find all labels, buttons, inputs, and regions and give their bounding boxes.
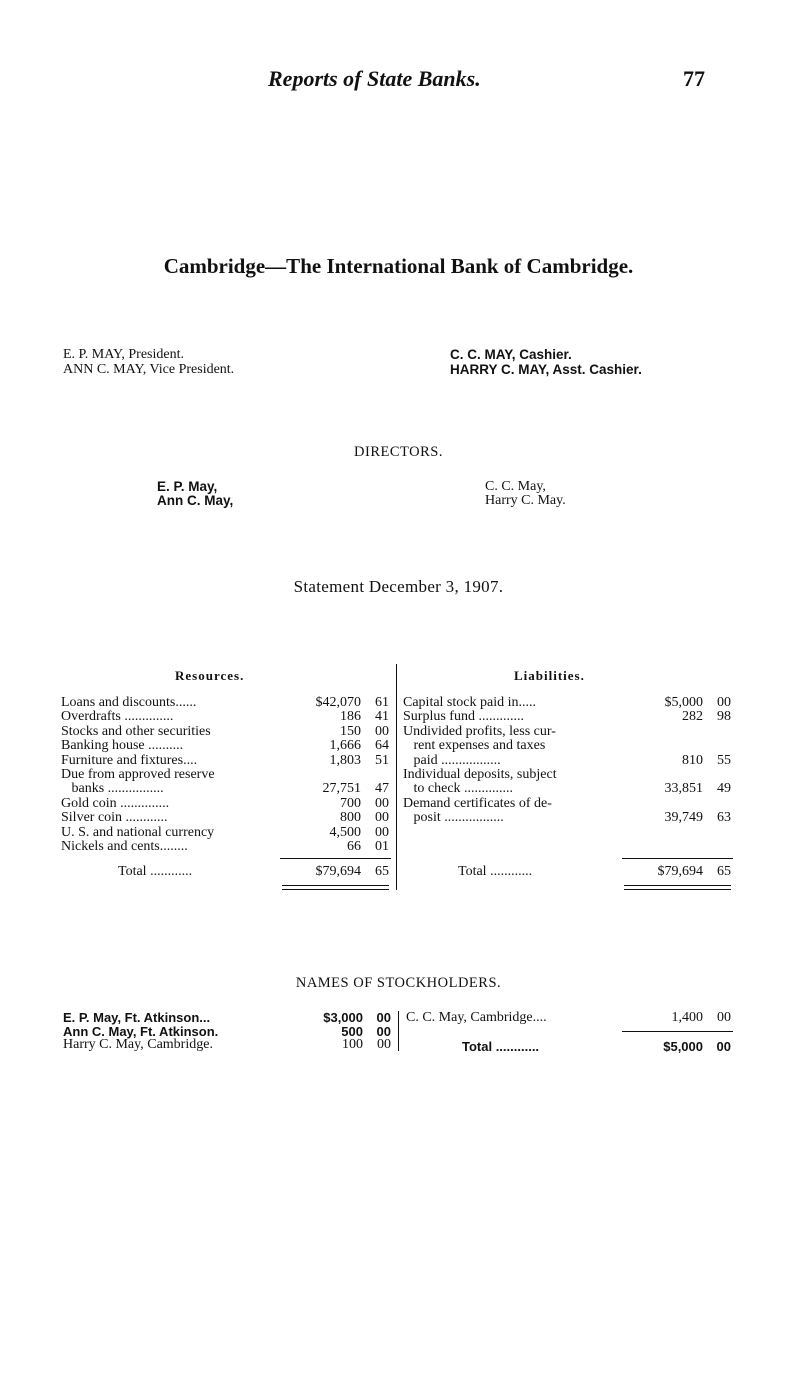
table-row xyxy=(403,811,733,825)
officer-vice-president: ANN C. MAY, Vice President. xyxy=(63,362,235,377)
subtotal-rule xyxy=(622,858,733,859)
total-cents: 65 xyxy=(717,864,731,879)
running-header-title: Reports of State Banks. xyxy=(268,66,481,91)
director-name: Ann C. May, xyxy=(157,493,234,508)
row-label: Demand certificates of de- xyxy=(403,795,552,811)
row-label: Furniture and fixtures.... xyxy=(61,752,198,768)
subtotal-rule xyxy=(280,858,391,859)
row-cents: 49 xyxy=(717,781,731,797)
table-row xyxy=(403,696,733,710)
table-row xyxy=(61,826,391,840)
list-item xyxy=(63,1011,393,1025)
liabilities-total-row xyxy=(403,865,733,879)
table-row xyxy=(61,739,391,753)
resources-heading: Resources. xyxy=(175,668,245,683)
row-dollars: 27,751 xyxy=(322,781,361,797)
table-row xyxy=(61,811,391,825)
row-cents: 00 xyxy=(717,695,731,710)
row-cents: 41 xyxy=(375,709,389,725)
row-label: Capital stock paid in..... xyxy=(403,695,536,710)
stockholder-cents: 00 xyxy=(377,1037,391,1052)
stockholder-cents: 00 xyxy=(376,1010,391,1025)
statement-date: Statement December 3, 1907. xyxy=(293,577,504,596)
row-dollars: 700 xyxy=(340,795,361,811)
row-label: Loans and discounts...... xyxy=(61,695,197,710)
row-dollars: 282 xyxy=(682,709,703,725)
row-label: to check .............. xyxy=(403,781,514,797)
row-label: Silver coin ............ xyxy=(61,810,168,826)
stockholder-cents: 00 xyxy=(717,1010,731,1025)
stockholders-total-row xyxy=(406,1040,733,1054)
row-label: Stocks and other securities xyxy=(61,723,211,739)
total-label: Total ............ xyxy=(118,864,193,879)
row-label: paid ................. xyxy=(403,752,501,768)
table-row xyxy=(61,797,391,811)
row-cents: 47 xyxy=(375,781,389,797)
stockholder-name: Ann C. May, Ft. Atkinson. xyxy=(63,1023,219,1039)
row-label: rent expenses and taxes xyxy=(403,738,546,754)
row-label: Due from approved reserve xyxy=(61,766,215,782)
total-label: Total ............ xyxy=(458,864,533,879)
stockholder-name: E. P. May, Ft. Atkinson... xyxy=(63,1010,211,1025)
row-dollars: 33,851 xyxy=(664,781,703,797)
officer-asst-cashier: HARRY C. MAY, Asst. Cashier. xyxy=(450,362,642,377)
row-dollars: 150 xyxy=(340,723,361,739)
total-double-rule xyxy=(624,885,731,890)
row-cents: 00 xyxy=(375,723,389,739)
total-dollars: $79,694 xyxy=(657,864,703,879)
row-label: posit ................. xyxy=(403,810,504,826)
bank-title: Cambridge—The International Bank of Cambridge. xyxy=(163,254,634,278)
table-row xyxy=(61,754,391,768)
officer-cashier: C. C. MAY, Cashier. xyxy=(450,347,572,362)
liabilities-table xyxy=(403,696,733,826)
list-item xyxy=(406,1040,733,1054)
row-cents: 00 xyxy=(375,795,389,811)
stockholder-name: Harry C. May, Cambridge. xyxy=(63,1037,213,1052)
row-dollars: 4,500 xyxy=(329,824,361,840)
row-cents: 00 xyxy=(375,824,389,840)
table-row xyxy=(61,865,391,879)
total-dollars: $5,000 xyxy=(663,1039,703,1054)
row-dollars: 1,666 xyxy=(329,738,361,754)
row-label: Gold coin .............. xyxy=(61,795,170,811)
table-row xyxy=(403,754,733,768)
table-row xyxy=(61,696,391,710)
directors-heading: DIRECTORS. xyxy=(354,444,443,460)
table-row xyxy=(403,768,733,782)
table-row xyxy=(61,768,391,782)
stockholder-dollars: 500 xyxy=(341,1023,363,1039)
row-cents: 63 xyxy=(717,810,731,826)
total-dollars: $79,694 xyxy=(315,864,361,879)
table-row xyxy=(403,782,733,796)
row-dollars: $5,000 xyxy=(664,695,703,710)
subtotal-rule xyxy=(622,1031,733,1032)
row-dollars: $42,070 xyxy=(315,695,361,710)
row-cents: 55 xyxy=(717,752,731,768)
stockholders-right-list xyxy=(406,1011,733,1025)
row-label: U. S. and national currency xyxy=(61,824,215,840)
officer-president: E. P. MAY, President. xyxy=(63,347,184,362)
column-divider xyxy=(396,664,397,890)
row-label: Nickels and cents........ xyxy=(61,838,188,854)
stockholder-cents: 00 xyxy=(376,1023,391,1039)
row-cents: 98 xyxy=(717,709,731,725)
list-item xyxy=(406,1011,733,1025)
stockholder-name: C. C. May, Cambridge.... xyxy=(406,1010,547,1025)
row-dollars: 66 xyxy=(347,838,361,854)
row-dollars: 39,749 xyxy=(664,810,703,826)
row-cents: 61 xyxy=(375,695,389,710)
stockholders-divider xyxy=(398,1011,399,1051)
row-label: Overdrafts .............. xyxy=(61,709,174,725)
row-label: Banking house .......... xyxy=(61,738,184,754)
row-dollars: 810 xyxy=(682,752,703,768)
row-cents: 51 xyxy=(375,752,389,768)
row-label: Surplus fund ............. xyxy=(403,709,524,725)
row-cents: 00 xyxy=(375,810,389,826)
table-row xyxy=(61,840,391,854)
table-row xyxy=(61,725,391,739)
list-item xyxy=(63,1038,393,1052)
page-number: 77 xyxy=(683,66,705,91)
stockholder-dollars: $3,000 xyxy=(323,1010,363,1025)
row-dollars: 800 xyxy=(340,810,361,826)
stockholder-dollars: 1,400 xyxy=(671,1010,703,1025)
row-label: Individual deposits, subject xyxy=(403,766,557,782)
table-row xyxy=(61,710,391,724)
director-name: E. P. May, xyxy=(157,479,218,494)
stockholder-dollars: 100 xyxy=(342,1037,363,1052)
total-double-rule xyxy=(282,885,389,890)
table-row xyxy=(403,865,733,879)
table-row xyxy=(403,797,733,811)
director-name: Harry C. May. xyxy=(485,493,566,508)
list-item xyxy=(63,1025,393,1039)
table-row xyxy=(403,739,733,753)
table-row xyxy=(403,710,733,724)
table-row xyxy=(61,782,391,796)
resources-table xyxy=(61,696,391,854)
row-cents: 01 xyxy=(375,838,389,854)
resources-total-row xyxy=(61,865,391,879)
stockholders-left-list xyxy=(63,1011,393,1052)
row-label: banks ................ xyxy=(61,781,164,797)
row-cents: 64 xyxy=(375,738,389,754)
table-row xyxy=(403,725,733,739)
director-name: C. C. May, xyxy=(485,479,546,494)
row-dollars: 1,803 xyxy=(329,752,361,768)
row-label: Undivided profits, less cur- xyxy=(403,723,556,739)
total-label: Total ............ xyxy=(462,1039,540,1054)
row-dollars: 186 xyxy=(340,709,361,725)
liabilities-heading: Liabilities. xyxy=(514,668,585,683)
total-cents: 65 xyxy=(375,864,389,879)
total-cents: 00 xyxy=(716,1039,731,1054)
stockholders-heading: NAMES OF STOCKHOLDERS. xyxy=(295,975,502,991)
